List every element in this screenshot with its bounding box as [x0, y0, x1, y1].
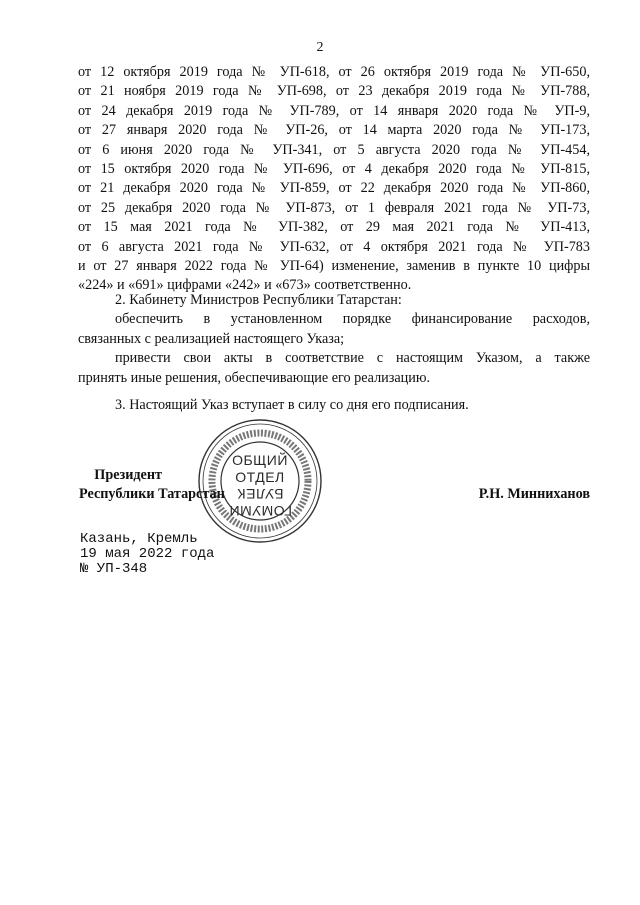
paragraph-line: от 21 ноября 2019 года № УП-698, от 23 декабря 2019 года № УП-788,: [78, 83, 590, 100]
official-stamp: [196, 417, 324, 545]
paragraph-line: принять иные решения, обеспечивающие его реализацию.: [78, 369, 430, 386]
decree-paragraph-2: [78, 291, 590, 388]
footer-date: 19 мая 2022 года: [80, 546, 215, 562]
paragraph-line: от 21 декабря 2020 года № УП-859, от 22 декабря 2020 года № УП-860,: [78, 180, 590, 197]
decree-paragraph-3: [78, 396, 590, 415]
signature-title-line: Президент: [94, 467, 162, 483]
paragraph-line: от 6 августа 2021 года № УП-632, от 4 октября 2021 года № УП-783: [78, 238, 590, 255]
paragraph-line: от 15 мая 2021 года № УП-382, от 29 мая 2021 года № УП-413,: [78, 219, 590, 236]
stamp-text: ОБЩИЙ: [232, 452, 288, 468]
paragraph-line: от 27 января 2020 года № УП-26, от 14 марта 2020 года № УП-173,: [78, 122, 590, 139]
stamp-text: ОТДЕЛ: [235, 469, 285, 485]
paragraph-line: связанных с реализацией настоящего Указа;: [78, 330, 345, 347]
paragraph-line: «224» и «691» цифрами «242» и «673» соответственно.: [78, 277, 412, 294]
decree-footer: [80, 532, 214, 577]
paragraph-line: обеспечить в установленном порядке финансирование расходов,: [115, 311, 590, 328]
stamp-text-mirrored: ГОМУМИ: [228, 503, 292, 519]
paragraph-line: от 6 июня 2020 года № УП-341, от 5 августа 2020 года № УП-454,: [78, 141, 590, 158]
paragraph-line: 2. Кабинету Министров Республики Татарстан:: [115, 292, 402, 308]
footer-place: Казань, Кремль: [80, 531, 198, 547]
paragraph-line: от 15 октября 2020 года № УП-696, от 4 декабря 2020 года № УП-815,: [78, 160, 590, 177]
decree-paragraph-1: [78, 63, 590, 296]
paragraph-line: от 12 октября 2019 года № УП-618, от 26 октября 2019 года № УП-650,: [78, 64, 590, 80]
signature-title-line: Республики Татарстан: [79, 486, 225, 502]
page-number: 2: [316, 40, 324, 55]
paragraph-line: и от 27 января 2022 года № УП-64) изменение, заменив в пункте 10 цифры: [78, 257, 590, 274]
signatory-name: Р.Н. Минниханов: [478, 486, 590, 502]
paragraph-line: от 25 декабря 2020 года № УП-873, от 1 февраля 2021 года № УП-73,: [78, 199, 590, 216]
stamp-text-mirrored: БУЛЕК: [236, 486, 284, 502]
paragraph-line: привести свои акты в соответствие с настоящим Указом, а также: [115, 350, 590, 367]
footer-number: № УП-348: [80, 561, 148, 577]
paragraph-line: 3. Настоящий Указ вступает в силу со дня его подписания.: [115, 397, 469, 413]
paragraph-line: от 24 декабря 2019 года № УП-789, от 14 января 2020 года № УП-9,: [78, 102, 590, 119]
